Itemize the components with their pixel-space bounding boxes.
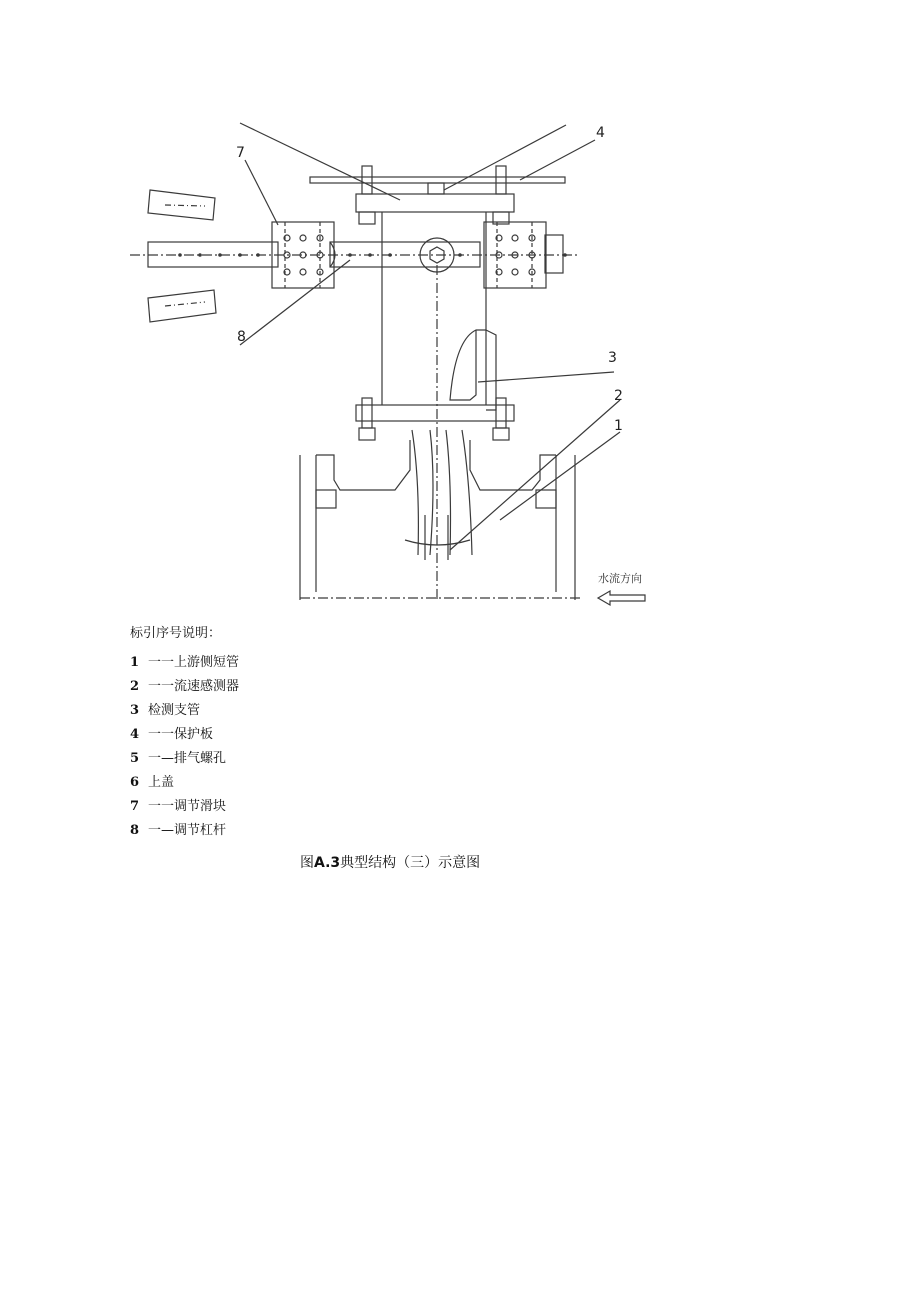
legend-item (130, 651, 239, 675)
legend-item-text: 一一保护板 (148, 727, 214, 742)
upstream-pipe (300, 440, 580, 600)
top-cover (356, 166, 514, 224)
legend (130, 622, 239, 843)
caption-prefix: 图 (300, 855, 314, 871)
leader-lines (240, 123, 620, 550)
legend-list (130, 651, 239, 843)
legend-item (130, 771, 239, 795)
legend-item-number: 6 (130, 775, 140, 790)
inspection-tube (382, 212, 496, 600)
callout-3: 3 (608, 350, 617, 366)
legend-item-number: 4 (130, 727, 140, 742)
legend-item-number: 1 (130, 655, 140, 670)
handle-ghost-upper (148, 190, 215, 220)
legend-item-text: 一一调节滑块 (148, 799, 227, 814)
callout-2: 2 (614, 388, 623, 404)
legend-item-number: 8 (130, 823, 140, 838)
protection-plate (310, 177, 565, 183)
legend-item (130, 699, 239, 723)
handle-ghost-lower (148, 290, 216, 322)
legend-item-text: 检测支管 (148, 703, 201, 718)
legend-heading: 标引序号说明： (130, 626, 222, 641)
legend-item (130, 795, 239, 819)
legend-item-number: 5 (130, 751, 140, 766)
flow-sensor (405, 430, 472, 560)
structure-drawing (0, 0, 920, 620)
legend-item-text: 一一流速感测器 (148, 679, 240, 694)
legend-item (130, 675, 239, 699)
legend-item (130, 747, 239, 771)
legend-item-number: 3 (130, 703, 140, 718)
middle-flange (356, 398, 514, 440)
callout-8: 8 (237, 329, 246, 345)
legend-item (130, 819, 239, 843)
legend-item-number: 7 (130, 799, 140, 814)
caption-title: 典型结构（三）示意图 (340, 855, 481, 871)
legend-item-text: 一—排气螺孔 (148, 751, 227, 766)
legend-item-text: 一一上游侧短管 (148, 655, 240, 670)
caption-figure-number: A.3 (314, 855, 341, 871)
figure-caption (300, 852, 480, 872)
legend-item (130, 723, 239, 747)
legend-item-number: 2 (130, 679, 140, 694)
legend-item-text: 一—调节杠杆 (148, 823, 227, 838)
callout-1: 1 (614, 418, 623, 434)
legend-item-text: 上盖 (148, 775, 175, 790)
callout-4: 4 (596, 125, 605, 141)
flow-arrow-icon (598, 591, 645, 605)
flow-direction-label: 水流方向 (598, 572, 642, 585)
callout-7: 7 (236, 145, 245, 161)
